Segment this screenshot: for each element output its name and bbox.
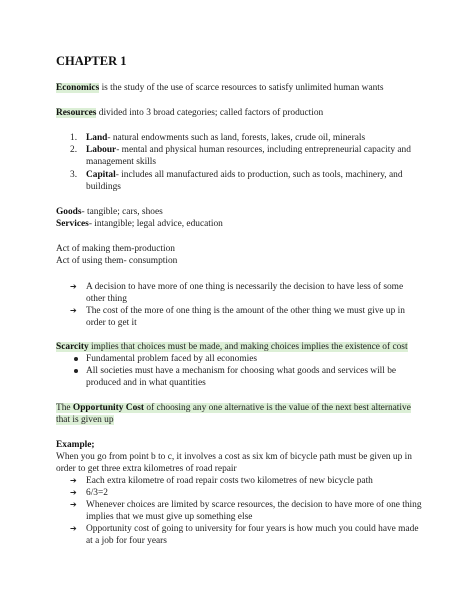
factor-term: Capital xyxy=(86,170,116,180)
example-point xyxy=(70,487,108,499)
example-point-text: 6/3=2 xyxy=(86,488,108,498)
decision-point-cont: other thing xyxy=(86,294,127,304)
scarcity-point: Fundamental problem faced by all economies xyxy=(86,354,258,364)
factor-number: 2. xyxy=(70,145,78,155)
example-point-cont: implies that we must give up something else xyxy=(86,512,253,522)
example-text: When you go from point b to c, it involves a cost as six km of bicycle path must be given up in xyxy=(56,452,412,462)
scarcity-definition xyxy=(56,341,408,353)
scarcity-text: implies that choices must be made, and making choices implies the existence of cost xyxy=(88,342,408,352)
decision-point-cont: order to get it xyxy=(86,318,137,328)
opportunity-pre: The xyxy=(56,403,73,413)
factor-text: - mental and physical human resources, including entrepreneurial capacity and xyxy=(116,145,411,155)
factor-text: - natural endowments such as land, forests, lakes, crude oil, minerals xyxy=(107,133,366,143)
example-heading: Example; xyxy=(56,440,95,450)
scarcity-point: All societies must have a mechanism for choosing what goods and services will be xyxy=(86,366,397,376)
example-point-text: Each extra kilometre of road repair costs two kilometres of new bicycle path xyxy=(86,476,373,486)
example-point-text: Opportunity cost of going to university for four years is how much you could have made xyxy=(86,524,419,534)
arrow-bullet-icon: ➔ xyxy=(70,306,77,315)
example-text-cont: order to get three extra kilometres of road repair xyxy=(56,464,237,474)
bullet-dot-icon xyxy=(74,369,78,373)
services-definition xyxy=(56,218,223,230)
goods-term: Goods xyxy=(56,207,82,217)
services-text: - intangible; legal advice, education xyxy=(88,219,223,229)
chapter-title: CHAPTER 1 xyxy=(56,54,127,68)
factor-item-land xyxy=(70,132,365,144)
services-term: Services xyxy=(56,219,89,229)
opportunity-term: Opportunity Cost xyxy=(72,403,145,413)
factor-term: Land xyxy=(86,133,108,143)
act-consumption: Act of using them- consumption xyxy=(56,256,178,266)
opportunity-text: of choosing any one alternative is the value of the next best alternative xyxy=(144,403,411,413)
resources-text: divided into 3 broad categories; called factors of production xyxy=(96,108,324,118)
arrow-bullet-icon: ➔ xyxy=(70,488,77,497)
act-production: Act of making them-production xyxy=(56,244,175,254)
arrow-bullet-icon: ➔ xyxy=(70,476,77,485)
goods-text: - tangible; cars, shoes xyxy=(81,207,163,217)
example-point xyxy=(70,499,422,511)
example-point xyxy=(70,475,373,487)
opportunity-text-cont: that is given up xyxy=(56,415,114,425)
arrow-bullet-icon: ➔ xyxy=(70,524,77,533)
factor-number: 1. xyxy=(70,133,78,143)
factor-number: 3. xyxy=(70,170,78,180)
resources-term: Resources xyxy=(56,108,97,118)
goods-definition xyxy=(56,206,163,218)
scarcity-term: Scarcity xyxy=(56,342,89,352)
decision-text: A decision to have more of one thing is necessarily the decision to have less of some xyxy=(86,282,404,292)
factor-item-capital xyxy=(70,169,403,181)
factor-term: Labour xyxy=(86,145,117,155)
example-point-cont: at a job for four years xyxy=(86,536,167,546)
opportunity-cost-definition xyxy=(56,402,411,414)
decision-point xyxy=(70,305,405,317)
economics-text: is the study of the use of scarce resources to satisfy unlimited human wants xyxy=(99,83,384,93)
scarcity-point-cont: produced and in what quantities xyxy=(86,378,206,388)
factor-text: - includes all manufactured aids to production, such as tools, machinery, and xyxy=(115,170,403,180)
factor-item-labour xyxy=(70,144,411,156)
decision-point xyxy=(70,281,403,293)
example-point-text: Whenever choices are limited by scarce resources, the decision to have more of one thing xyxy=(86,500,422,510)
example-point xyxy=(70,523,419,535)
arrow-bullet-icon: ➔ xyxy=(70,500,77,509)
bullet-dot-icon xyxy=(74,357,78,361)
economics-definition xyxy=(56,82,384,94)
factor-item-capital-cont: buildings xyxy=(86,182,121,192)
decision-text: The cost of the more of one thing is the amount of the other thing we must give up in xyxy=(86,306,405,316)
arrow-bullet-icon: ➔ xyxy=(70,282,77,291)
factor-item-labour-cont: management skills xyxy=(86,157,157,167)
economics-term: Economics xyxy=(56,83,100,93)
opportunity-cost-cont xyxy=(56,414,114,426)
resources-definition xyxy=(56,107,323,119)
